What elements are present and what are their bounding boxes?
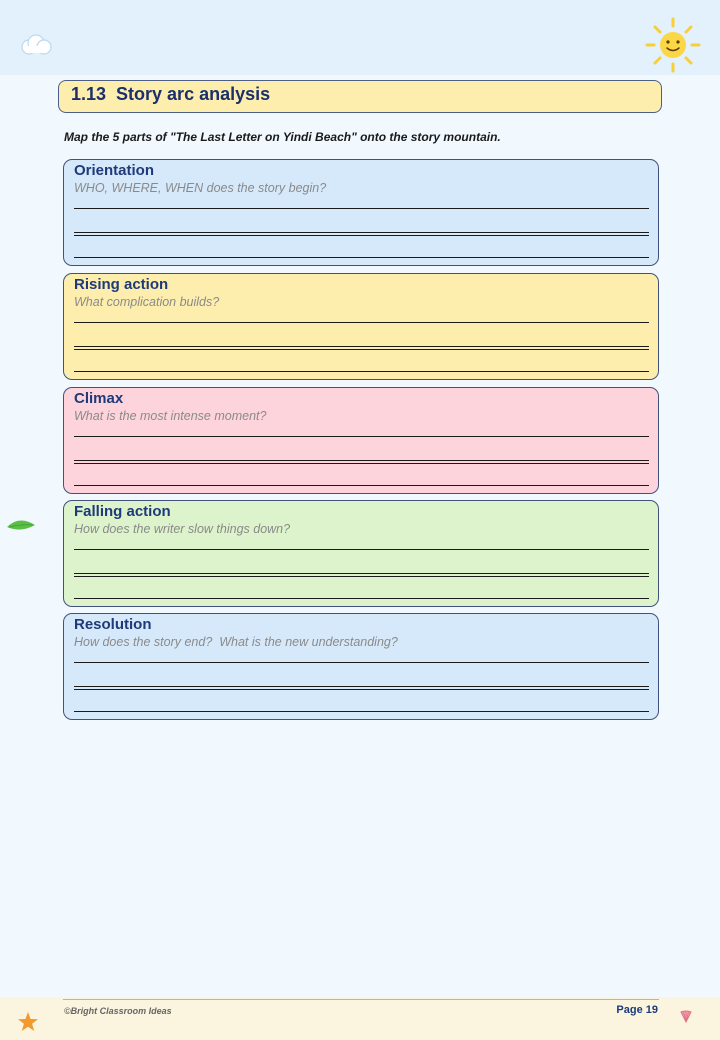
- title-box: [58, 80, 662, 113]
- writing-line[interactable]: [74, 349, 649, 350]
- section-resolution: [63, 613, 659, 720]
- writing-line[interactable]: [74, 711, 649, 712]
- section-falling-action: [63, 500, 659, 607]
- writing-line[interactable]: [74, 463, 649, 464]
- writing-line[interactable]: [74, 576, 649, 577]
- footer-rule: [63, 999, 659, 1000]
- page-number: Page 19: [616, 1004, 658, 1016]
- section-climax: [63, 387, 659, 494]
- header-band: [0, 0, 720, 75]
- page-title: 1.13 Story arc analysis: [71, 84, 271, 104]
- section-prompt: What is the most intense moment?: [74, 409, 267, 423]
- copyright-text: ©Bright Classroom Ideas: [64, 1006, 172, 1016]
- writing-line[interactable]: [74, 689, 649, 690]
- section-prompt: WHO, WHERE, WHEN does the story begin?: [74, 181, 327, 195]
- writing-line[interactable]: [74, 460, 649, 461]
- cloud-icon: [18, 34, 54, 56]
- writing-line[interactable]: [74, 598, 649, 599]
- writing-line[interactable]: [74, 371, 649, 372]
- writing-line[interactable]: [74, 257, 649, 258]
- instruction-text: Map the 5 parts of "The Last Letter on Yindi Beach" onto the story mountain.: [64, 130, 501, 144]
- writing-line[interactable]: [74, 485, 649, 486]
- writing-line[interactable]: [74, 208, 649, 209]
- sun-icon: [644, 16, 702, 74]
- writing-line[interactable]: [74, 232, 649, 233]
- writing-line[interactable]: [74, 686, 649, 687]
- writing-line[interactable]: [74, 322, 649, 323]
- section-rising-action: [63, 273, 659, 380]
- leaf-icon: [6, 518, 36, 532]
- section-orientation: [63, 159, 659, 266]
- section-heading: Climax: [74, 390, 124, 407]
- writing-line[interactable]: [74, 662, 649, 663]
- section-heading: Rising action: [74, 276, 169, 293]
- writing-line[interactable]: [74, 436, 649, 437]
- writing-line[interactable]: [74, 573, 649, 574]
- section-prompt: How does the writer slow things down?: [74, 522, 291, 536]
- writing-line[interactable]: [74, 549, 649, 550]
- writing-line[interactable]: [74, 235, 649, 236]
- section-heading: Falling action: [74, 503, 171, 520]
- section-prompt: How does the story end? What is the new understanding?: [74, 635, 398, 649]
- writing-line[interactable]: [74, 346, 649, 347]
- star-icon: [17, 1011, 39, 1033]
- section-prompt: What complication builds?: [74, 295, 220, 309]
- section-heading: Orientation: [74, 162, 155, 179]
- shell-icon: [679, 1009, 693, 1023]
- section-heading: Resolution: [74, 616, 152, 633]
